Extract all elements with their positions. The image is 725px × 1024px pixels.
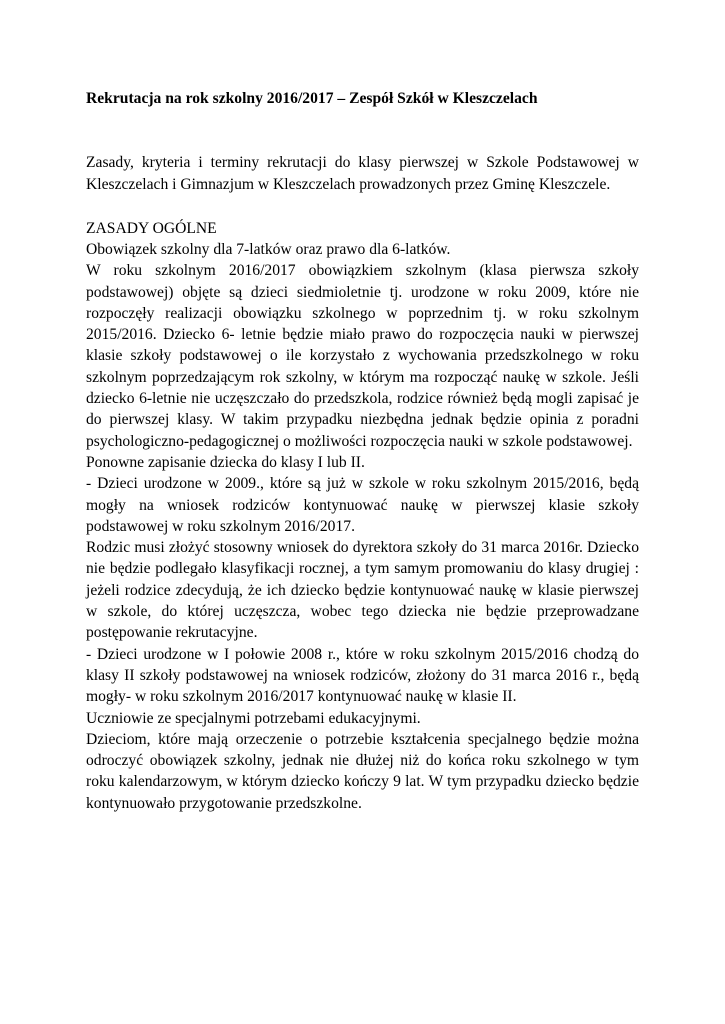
paragraph-dzieci-2008: - Dzieci urodzone w I połowie 2008 r., które w roku szkolnym 2015/2016 chodzą do klasy II szkoły podstawowej na wniosek rodziców, złożony do 31 marca 2016 r., będą mogły- w roku szkolnym 2016/2017 kontynuować naukę w klasie II. bbox=[86, 645, 639, 706]
intro-paragraph: Zasady, kryteria i terminy rekrutacji do klasy pierwszej w Szkole Podstawowej w Kleszczelach i Gimnazjum w Kleszczelach prowadzonych przez Gminę Kleszczele. bbox=[86, 154, 639, 193]
paragraph-ponowne-zapisanie: Ponowne zapisanie dziecka do klasy I lub II. bbox=[86, 453, 365, 471]
section-heading: ZASADY OGÓLNE bbox=[86, 220, 217, 237]
paragraph-specjalne-potrzeby: Uczniowie ze specjalnymi potrzebami edukacyjnymi. bbox=[86, 709, 421, 727]
paragraph-obowiazek: Obowiązek szkolny dla 7-latków oraz prawo dla 6-latków. bbox=[86, 241, 451, 258]
document-title: Rekrutacja na rok szkolny 2016/2017 – Zespół Szkół w Kleszczelach bbox=[86, 90, 538, 107]
paragraph-rules-2016: W roku szkolnym 2016/2017 obowiązkiem szkolnym (klasa pierwsza szkoły podstawowej) objęte są dzieci siedmioletnie tj. urodzone w roku 2009, które nie rozpoczęły realizacji obowiązku szkolnego w poprzednim tj. w roku szkolnym 2015/2016. Dziecko 6- letnie będzie miało prawo do rozpoczęcia nauki w pierwszej klasie szkoły podstawowej o ile korzystało z wychowania przedszkolnego w roku szkolnym poprzedzającym rok szkolny, w którym ma rozpocząć naukę w szkole. Jeśli dziecko 6-letnie nie uczęszczało do przedszkola, rodzice również będą mogli zapisać je do pierwszej klasy. W takim przypadku niezbędna jednak będzie opinia z poradni psychologiczno-pedagogicznej o możliwości rozpoczęcia nauki w szkole podstawowej. bbox=[86, 262, 639, 450]
document-page bbox=[86, 88, 639, 814]
paragraph-orzeczenie: Dzieciom, które mają orzeczenie o potrzebie kształcenia specjalnego będzie można odroczyć obowiązek szkolny, jednak nie dłużej niż do końca roku szkolnego w tym roku kalendarzowym, w którym dziecko kończy 9 lat. W tym przypadku dziecko będzie kontynuowało przygotowanie przedszkolne. bbox=[86, 730, 639, 812]
paragraph-dzieci-2009: - Dzieci urodzone w 2009., które są już w szkole w roku szkolnym 2015/2016, będą mogły na wniosek rodziców kontynuować naukę w pierwszej klasie szkoły podstawowej w roku szkolnym 2016/2017. bbox=[86, 475, 639, 535]
paragraph-rodzic-wniosek: Rodzic musi złożyć stosowny wniosek do dyrektora szkoły do 31 marca 2016r. Dziecko nie będzie podlegało klasyfikacji rocznej, a tym samym promowaniu do klasy drugiej : jeżeli rodzice zdecydują, że ich dziecko będzie kontynuować naukę w klasie pierwszej w szkole, do której uczęszcza, wobec tego dziecka nie będzie przeprowadzane postępowanie rekrutacyjne. bbox=[86, 539, 639, 642]
